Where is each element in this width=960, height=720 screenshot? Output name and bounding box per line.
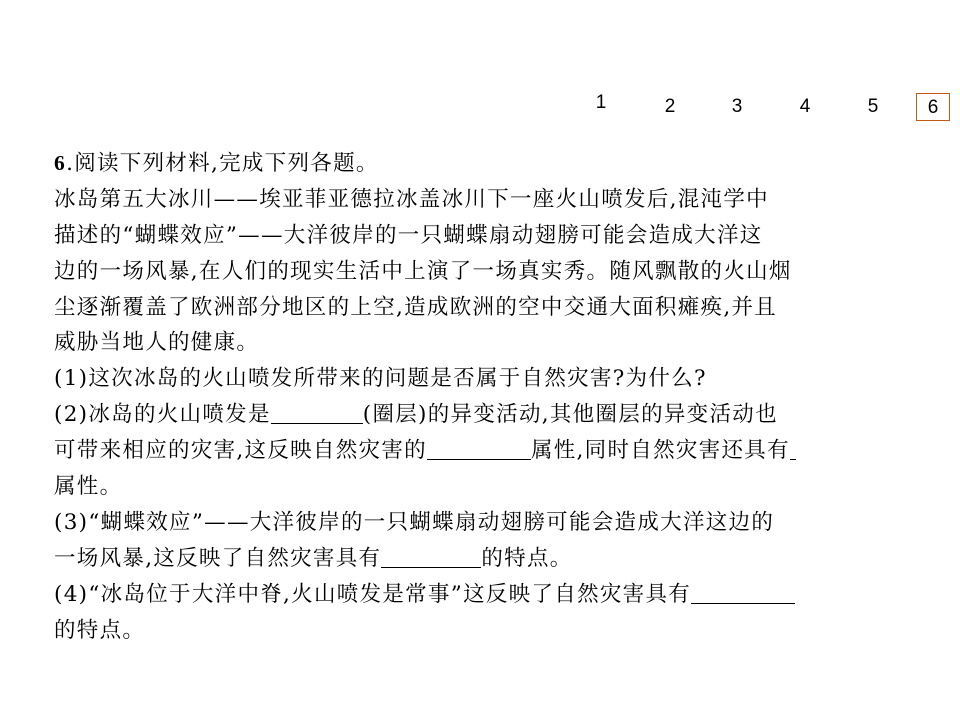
- q2-text: (2)冰岛的火山喷发是: [54, 402, 271, 428]
- sub-question-2-cont: [54, 433, 914, 469]
- page-link-1[interactable]: 1: [595, 92, 607, 113]
- q2-text: 可带来相应的灾害,这反映自然灾害的: [54, 438, 427, 464]
- answer-blank[interactable]: [691, 581, 795, 604]
- passage-line: 描述的“蝴蝶效应”——大洋彼岸的一只蝴蝶扇动翅膀可能会造成大洋这: [54, 222, 763, 248]
- sub-question-4: [54, 577, 914, 613]
- sub-question-2: [54, 397, 914, 433]
- question-instruction: .阅读下列材料,完成下列各题。: [66, 151, 379, 176]
- page-navigation: [580, 89, 952, 123]
- sub-question-1: (1)这次冰岛的火山喷发所带来的问题是否属于自然灾害?为什么?: [54, 366, 707, 392]
- question-title: [54, 146, 914, 182]
- q4-text: (4)“冰岛位于大洋中脊,火山喷发是常事”这反映了自然灾害具有: [54, 581, 692, 607]
- sub-question-2-end: 属性。: [54, 474, 123, 500]
- sub-question-3: (3)“蝴蝶效应”——大洋彼岸的一只蝴蝶扇动翅膀可能会造成大洋这边的: [54, 509, 775, 535]
- q3-text: 一场风暴,这反映了自然灾害具有: [54, 545, 382, 571]
- answer-blank[interactable]: [427, 437, 531, 460]
- q2-text: (圈层)的异变活动,其他圈层的异变活动也: [362, 402, 778, 428]
- answer-blank[interactable]: [271, 401, 363, 424]
- passage-line: 威胁当地人的健康。: [54, 330, 260, 356]
- page-link-5[interactable]: 5: [867, 96, 879, 117]
- question-body: [54, 146, 914, 648]
- page-link-6-current[interactable]: 6: [916, 93, 950, 121]
- answer-blank[interactable]: [790, 437, 796, 460]
- passage-line: 尘逐渐覆盖了欧洲部分地区的上空,造成欧洲的空中交通大面积瘫痪,并且: [54, 294, 778, 320]
- sub-question-4-end: 的特点。: [54, 617, 146, 643]
- passage-line: 边的一场风暴,在人们的现实生活中上演了一场真实秀。随风飘散的火山烟: [54, 258, 792, 284]
- question-number: 6: [54, 151, 67, 175]
- passage-line: 冰岛第五大冰川——埃亚菲亚德拉冰盖冰川下一座火山喷发后,混沌学中: [54, 186, 769, 212]
- page-link-2[interactable]: 2: [664, 96, 676, 117]
- page-link-4[interactable]: 4: [799, 96, 811, 117]
- sub-question-3-cont: [54, 541, 914, 577]
- answer-blank[interactable]: [381, 545, 481, 568]
- q2-text: 属性,同时自然灾害还具有: [530, 438, 790, 464]
- q3-text: 的特点。: [481, 545, 573, 571]
- page-link-3[interactable]: 3: [731, 96, 743, 117]
